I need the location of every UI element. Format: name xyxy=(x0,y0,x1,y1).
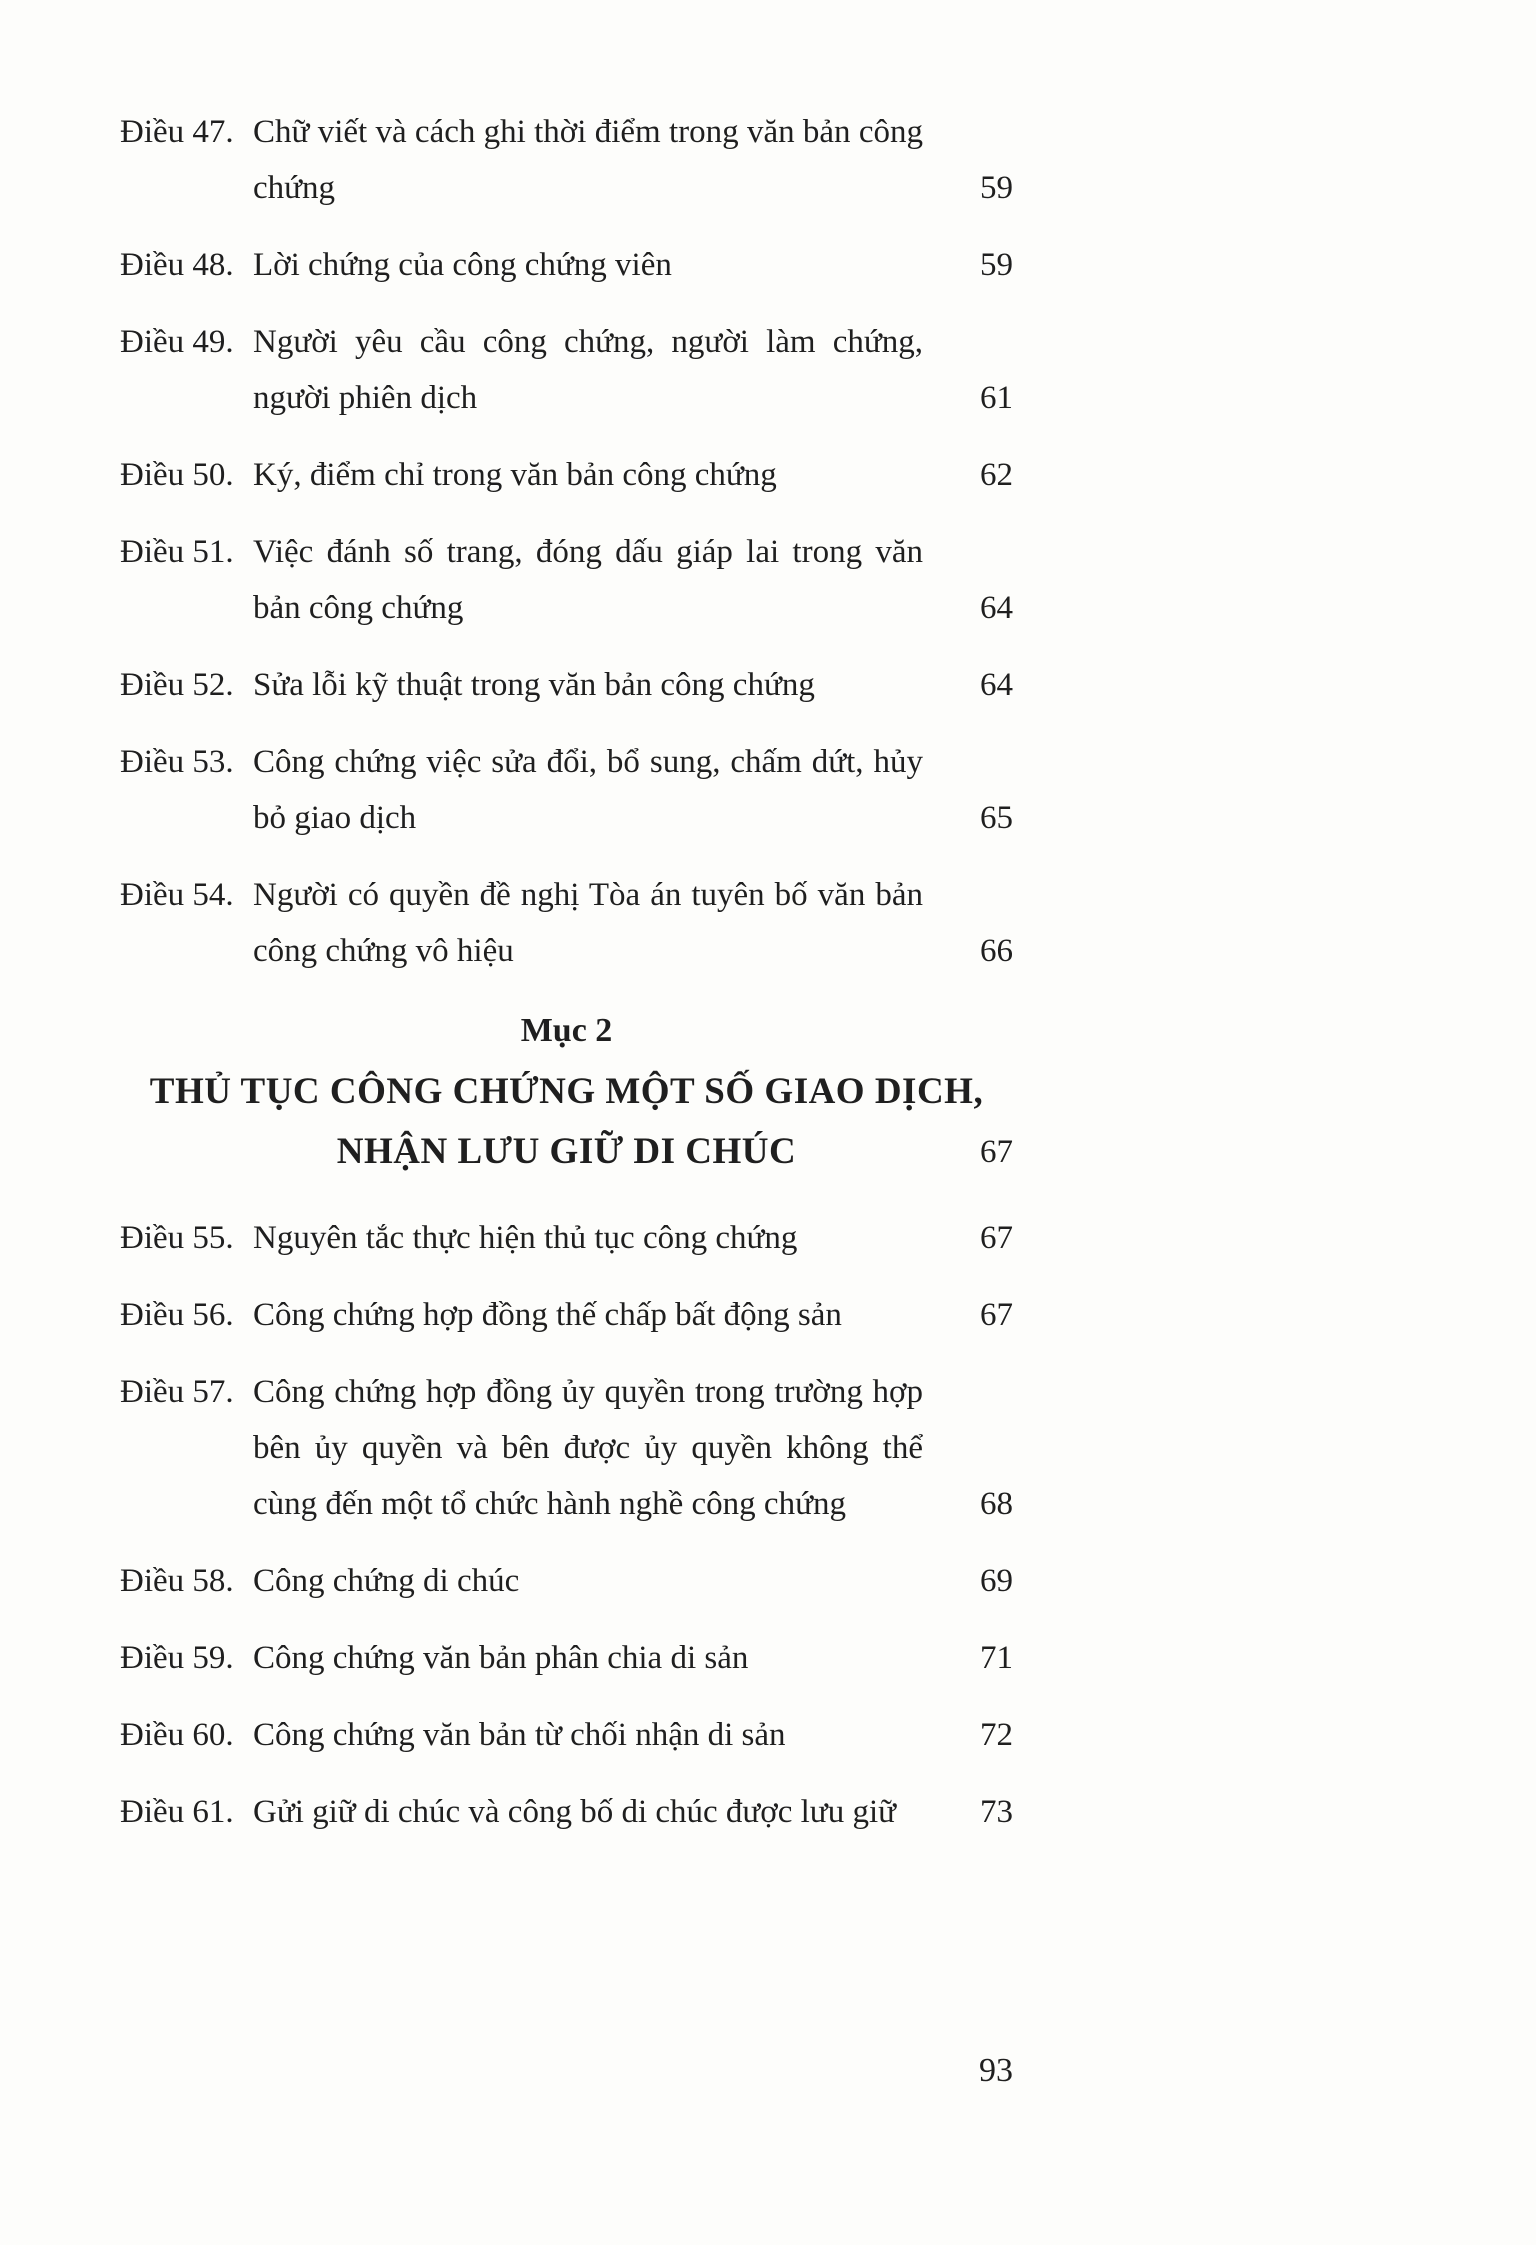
toc-entry xyxy=(120,1364,1013,1532)
toc-entry-title: Công chứng văn bản phân chia di sản xyxy=(253,1640,749,1676)
toc-entry-article-label: Điều 54. xyxy=(120,877,234,913)
toc-entry-page-number: 64 xyxy=(980,667,1013,703)
toc-entry-page-number: 67 xyxy=(980,1297,1013,1333)
toc-content xyxy=(120,104,1013,1861)
toc-entry-page-number: 69 xyxy=(980,1563,1013,1599)
toc-entry-article-label: Điều 49. xyxy=(120,324,234,360)
toc-entry-title: Công chứng việc sửa đổi, bổ sung, chấm dứt, hủy bỏ giao dịch xyxy=(253,744,923,836)
section-page-number: 67 xyxy=(980,1134,1013,1170)
toc-entry-article-label: Điều 48. xyxy=(120,247,234,283)
section-kicker: Mục 2 xyxy=(520,1012,613,1049)
toc-entry-article-label: Điều 50. xyxy=(120,457,234,493)
toc-entry xyxy=(120,104,1013,216)
toc-entry-title: Việc đánh số trang, đóng dấu giáp lai trong văn bản công chứng xyxy=(253,534,923,626)
toc-entry-article-label: Điều 53. xyxy=(120,744,234,780)
toc-entry xyxy=(120,237,1013,293)
toc-entry xyxy=(120,447,1013,503)
toc-entry-article-label: Điều 47. xyxy=(120,114,234,150)
toc-entry-title: Người có quyền đề nghị Tòa án tuyên bố văn bản công chứng vô hiệu xyxy=(253,877,923,969)
toc-entry xyxy=(120,1210,1013,1266)
toc-entry-article-label: Điều 58. xyxy=(120,1563,234,1599)
toc-entry xyxy=(120,734,1013,846)
section-title-line-1: THỦ TỤC CÔNG CHỨNG MỘT SỐ GIAO DỊCH, xyxy=(149,1071,984,1112)
toc-entry xyxy=(120,314,1013,426)
toc-entry-page-number: 62 xyxy=(980,457,1013,493)
section-heading-muc-2 xyxy=(120,1000,1013,1182)
toc-entry-title: Sửa lỗi kỹ thuật trong văn bản công chứng xyxy=(253,667,815,703)
toc-entry-title: Công chứng di chúc xyxy=(253,1563,520,1599)
toc-entry-article-label: Điều 51. xyxy=(120,534,234,570)
toc-entry-article-label: Điều 56. xyxy=(120,1297,234,1333)
toc-entry-title: Lời chứng của công chứng viên xyxy=(253,247,672,283)
toc-entry-page-number: 71 xyxy=(980,1640,1013,1676)
toc-entry-title: Gửi giữ di chúc và công bố di chúc được lưu giữ xyxy=(253,1794,897,1830)
toc-entry-title: Ký, điểm chỉ trong văn bản công chứng xyxy=(253,457,777,493)
toc-entry xyxy=(120,1784,1013,1840)
toc-entry-article-label: Điều 61. xyxy=(120,1794,234,1830)
toc-entry-title: Nguyên tắc thực hiện thủ tục công chứng xyxy=(253,1220,798,1256)
toc-entry-page-number: 72 xyxy=(980,1717,1013,1753)
toc-list-articles-55-61 xyxy=(120,1210,1013,1840)
toc-entry-article-label: Điều 59. xyxy=(120,1640,234,1676)
toc-entry xyxy=(120,867,1013,979)
page-number: 93 xyxy=(979,2052,1013,2089)
toc-entry xyxy=(120,657,1013,713)
toc-entry-article-label: Điều 60. xyxy=(120,1717,234,1753)
toc-entry xyxy=(120,524,1013,636)
toc-entry-title: Người yêu cầu công chứng, người làm chứng, người phiên dịch xyxy=(253,324,923,416)
toc-entry xyxy=(120,1707,1013,1763)
toc-entry-page-number: 59 xyxy=(980,247,1013,283)
toc-entry-page-number: 67 xyxy=(980,1220,1013,1256)
section-title-line-2: NHẬN LƯU GIỮ DI CHÚC xyxy=(336,1131,797,1172)
toc-list-articles-47-54 xyxy=(120,104,1013,979)
toc-entry-page-number: 65 xyxy=(980,800,1013,836)
toc-entry-article-label: Điều 52. xyxy=(120,667,234,703)
toc-entry-title: Chữ viết và cách ghi thời điểm trong văn bản công chứng xyxy=(253,114,923,206)
section-title xyxy=(120,1062,1013,1182)
toc-entry xyxy=(120,1287,1013,1343)
toc-entry xyxy=(120,1553,1013,1609)
toc-entry-page-number: 59 xyxy=(980,170,1013,206)
toc-entry-page-number: 64 xyxy=(980,590,1013,626)
toc-entry-page-number: 66 xyxy=(980,933,1013,969)
toc-entry-article-label: Điều 55. xyxy=(120,1220,234,1256)
toc-entry-title: Công chứng hợp đồng thế chấp bất động sản xyxy=(253,1297,842,1333)
toc-entry-title: Công chứng hợp đồng ủy quyền trong trường hợp bên ủy quyền và bên được ủy quyền không thể cùng đến một tổ chức hành nghề công chứng xyxy=(253,1374,923,1522)
toc-entry xyxy=(120,1630,1013,1686)
toc-entry-page-number: 73 xyxy=(980,1794,1013,1830)
toc-entry-article-label: Điều 57. xyxy=(120,1374,234,1410)
toc-entry-title: Công chứng văn bản từ chối nhận di sản xyxy=(253,1717,786,1753)
toc-entry-page-number: 61 xyxy=(980,380,1013,416)
toc-entry-page-number: 68 xyxy=(980,1486,1013,1522)
